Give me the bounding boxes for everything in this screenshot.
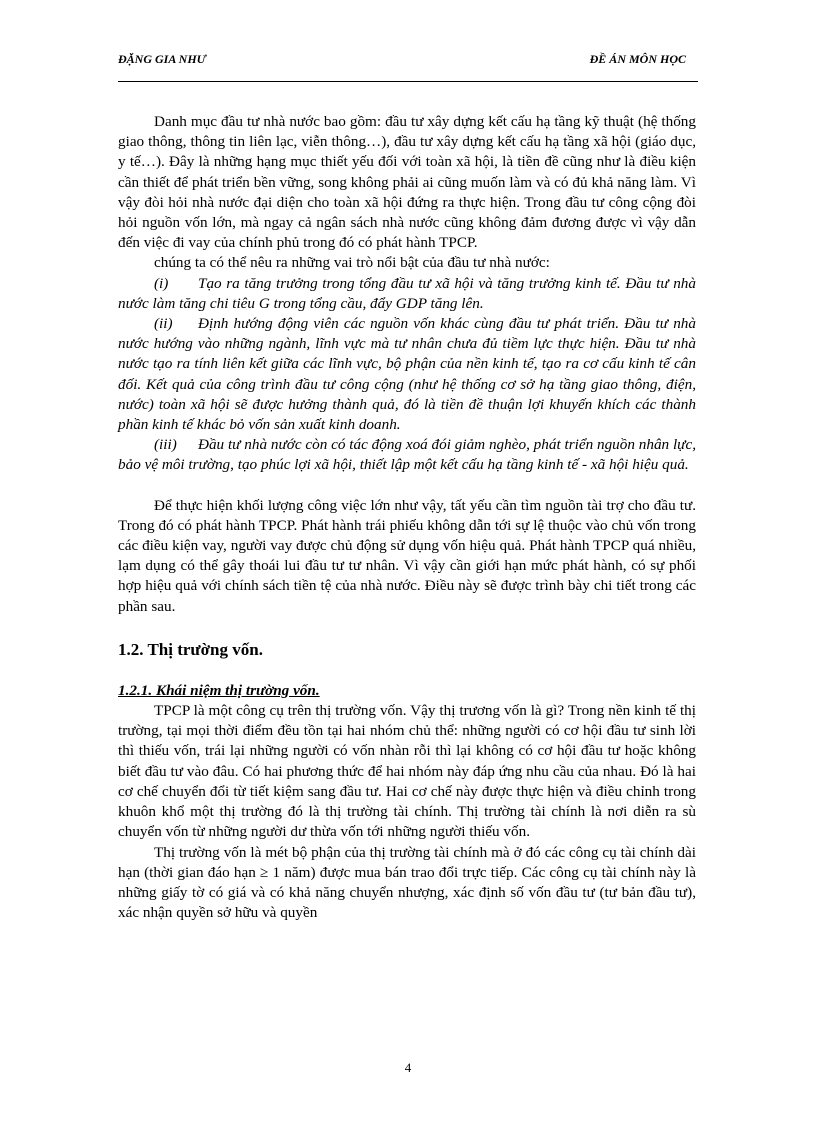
header-document-type: ĐỀ ÁN MÔN HỌC	[589, 52, 686, 66]
list-item-i	[118, 274, 696, 314]
list-item-ii	[118, 314, 696, 435]
paragraph-roles-intro: chúng ta có thể nêu ra những vai trò nổi bật của đầu tư nhà nước:	[154, 254, 550, 272]
list-item-i-text: Tạo ra tăng trưởng trong tổng đầu tư xã hội và tăng trưởng kinh tế. Đầu tư nhà nước làm tăng chi tiêu G trong tổng cầu, đẩy GDP tăng lên.	[118, 274, 696, 312]
paragraph-public-investment: Danh mục đầu tư nhà nước bao gồm: đầu tư xây dựng kết cấu hạ tầng kỹ thuật (hệ thống giao thông, thông tin liên lạc, viễn thông…), đầu tư xây dựng kết cấu hạ tầng xã hội (giáo dục, y tế…). Đây là những hạng mục thiết yếu đối với toàn xã hội, là tiền đề cũng như là điều kiện cần thiết để phát triển bền vững, song không phải ai cũng muốn làm và có đủ khả năng làm. Vì vậy đòi hỏi nhà nước đại diện cho toàn xã hội đứng ra thực hiện. Trong đầu tư công cộng đòi hỏi nguồn vốn lớn, mà ngay cả ngân sách nhà nước cũng không đảm đương được vì vậy dẫn đến việc đi vay của chính phủ trong đó có phát hành TPCP.	[118, 113, 696, 252]
list-item-i-number: (i)	[154, 274, 169, 292]
subsection-heading-concept: 1.2.1. Khái niệm thị trường vốn.	[118, 681, 320, 699]
list-item-iii-text: Đầu tư nhà nước còn có tác động xoá đói giảm nghèo, phát triển nguồn nhân lực, bảo vệ môi trường, tạo phúc lợi xã hội, thiết lập một kết cấu hạ tầng kinh tế - xã hội hiệu quả.	[118, 436, 696, 474]
list-item-ii-text: Định hướng động viên các nguồn vốn khác cùng đầu tư phát triển. Đầu tư nhà nước hướng vào những ngành, lĩnh vực mà tư nhân chưa đủ tiềm lực thực hiện. Đầu tư nhà nước tạo ra tính liên kết giữa các lĩnh vực, bộ phận của nền kinh tế, tạo ra cơ cấu kinh tế cân đối. Kết quả của công trình đầu tư công cộng (như hệ thống cơ sở hạ tầng giao thông, điện, nước) toàn xã hội sẽ được hưởng thành quả, đó là tiền đề thuận lợi khuyến khích các thành phần kinh tế khác bỏ vốn sản xuất kinh doanh.	[118, 315, 696, 434]
page-number: 4	[404, 1060, 412, 1075]
header-divider	[118, 81, 698, 82]
page-header	[118, 48, 698, 70]
list-item-iii-number: (iii)	[154, 436, 177, 454]
list-item-ii-number: (ii)	[154, 315, 173, 333]
paragraph-capital-market-concept: TPCP là một công cụ trên thị trường vốn. Vậy thị trương vốn là gì? Trong nền kinh tế thị trường, tại mọi thời điểm đều tồn tại hai nhóm chủ thể: những người có cơ hội đầu tư sinh lời thì thiếu vốn, trái lại những người có vốn nhàn rỗi thì lại không có cơ hội đầu tư hoặc không biết đầu tư vào đâu. Có hai phương thức để hai nhóm này đáp ứng nhu cầu của nhau. Đó là hai cơ chế chuyển đổi từ tiết kiệm sang đầu tư. Hai cơ chế này được thực hiện và điều chỉnh trong khuôn khổ một thị trường đó là thị trường tài chính. Thị trường tài chính là nơi diễn ra sù chuyển vốn từ những người dư thừa vốn tới những người thiếu vốn.	[118, 702, 696, 841]
section-heading-capital-market: 1.2. Thị trường vốn.	[118, 639, 263, 659]
paragraph-spacer	[118, 476, 696, 496]
header-author: ĐẶNG GIA NHƯ	[118, 52, 206, 66]
page-content	[118, 112, 696, 923]
paragraph-financing: Để thực hiện khối lượng công việc lớn như vậy, tất yếu cần tìm nguồn tài trợ cho đầu tư. Trong đó có phát hành TPCP. Phát hành trái phiếu không dẫn tới sự lệ thuộc vào chủ vốn trong các điều kiện vay, người vay được chủ động sử dụng vốn hiệu quả. Phát hành TPCP quá nhiều, lạm dụng có thể gây thoái lui đầu tư tư nhân. Vì vậy cần giới hạn mức phát hành, có sự phối hợp hiệu quả với chính sách tiền tệ của nhà nước. Điều này sẽ được trình bày chi tiết trong các phần sau.	[118, 496, 696, 615]
list-item-iii	[118, 435, 696, 475]
paragraph-capital-market-definition: Thị trường vốn là mét bộ phận của thị trường tài chính mà ở đó các công cụ tài chính dài hạn (thời gian đáo hạn ≥ 1 năm) được mua bán trao đổi trực tiếp. Các công cụ tài chính này là những giấy tờ có giá và có khả năng chuyển nhượng, xác định số vốn đầu tư (tư bản đầu tư), xác nhận quyền sở hữu và quyền	[118, 843, 696, 922]
